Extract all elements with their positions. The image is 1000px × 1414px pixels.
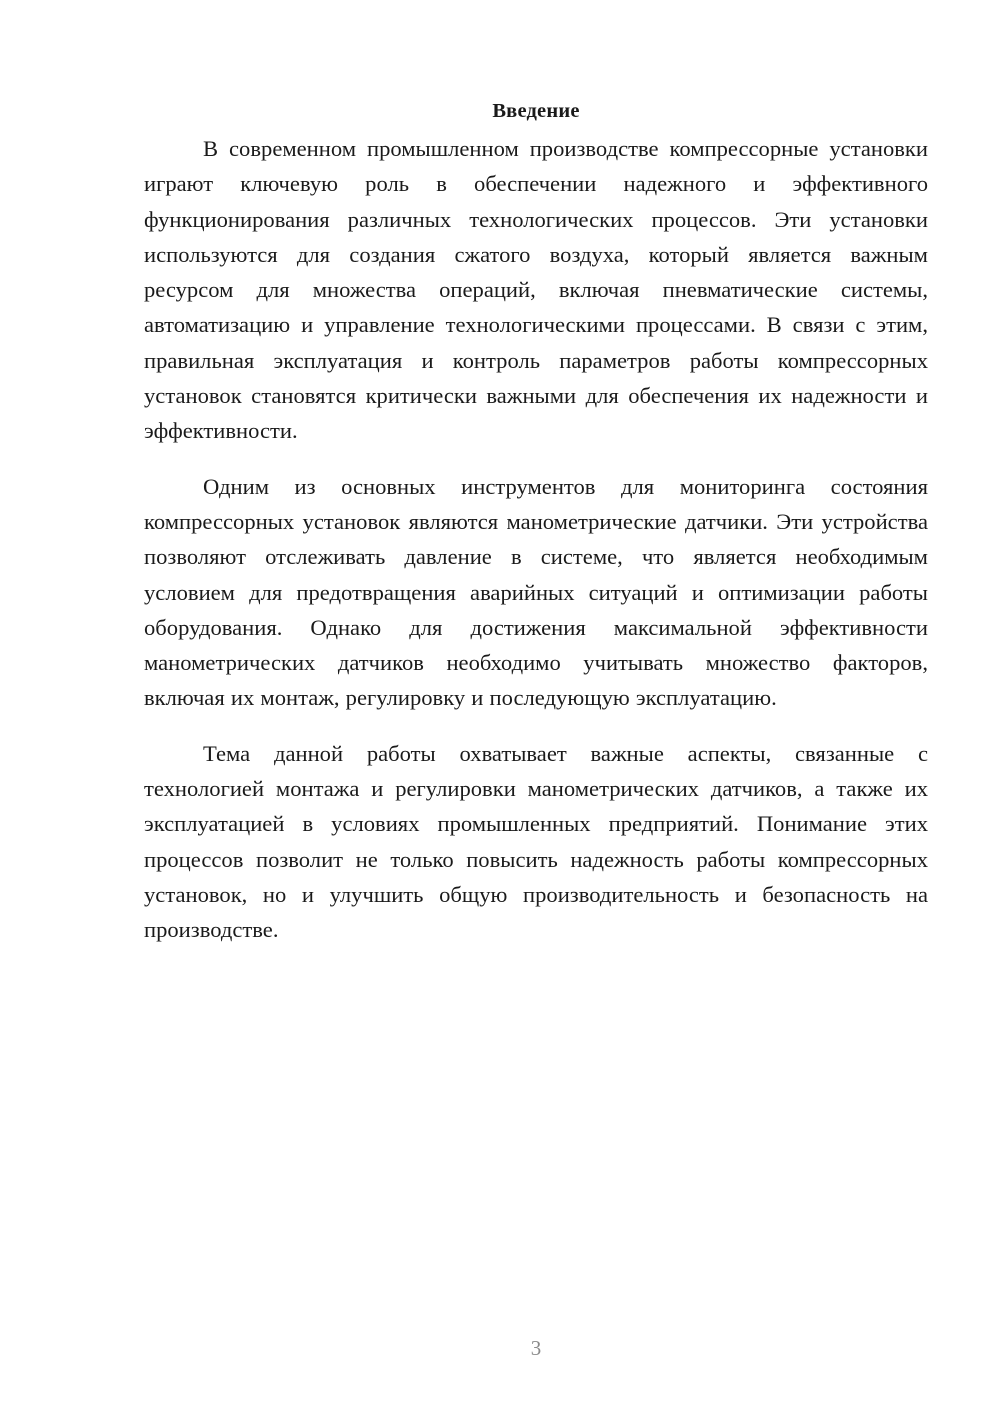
page-content xyxy=(144,96,928,968)
page-number: 3 xyxy=(530,1336,542,1360)
paragraph-3: Тема данной работы охватывает важные аспекты, связанные с технологией монтажа и регулировки манометрических датчиков, а также их эксплуатацией в условиях промышленных предприятий. Понимание этих процессов позволит не только повысить надежность работы компрессорных установок, но и улучшить общую производительность и безопасность на производстве. xyxy=(144,740,928,943)
paragraph-2: Одним из основных инструментов для мониторинга состояния компрессорных установок являются манометрические датчики. Эти устройства позволяют отслеживать давление в системе, что является необходимым условием для предотвращения аварийных ситуаций и оптимизации работы оборудования. Однако для достижения максимальной эффективности манометрических датчиков необходимо учитывать множество факторов, включая их монтаж, регулировку и последующую эксплуатацию. xyxy=(144,473,928,711)
section-title: Введение xyxy=(492,100,580,122)
paragraph-1: В современном промышленном производстве компрессорные установки играют ключевую роль в обеспечении надежного и эффективного функционирования различных технологических процессов. Эти установки используются для создания сжатого воздуха, который является важным ресурсом для множества операций, включая пневматические системы, автоматизацию и управление технологическими процессами. В связи с этим, правильная эксплуатация и контроль параметров работы компрессорных установок становятся критически важными для обеспечения их надежности и эффективности. xyxy=(144,136,928,444)
